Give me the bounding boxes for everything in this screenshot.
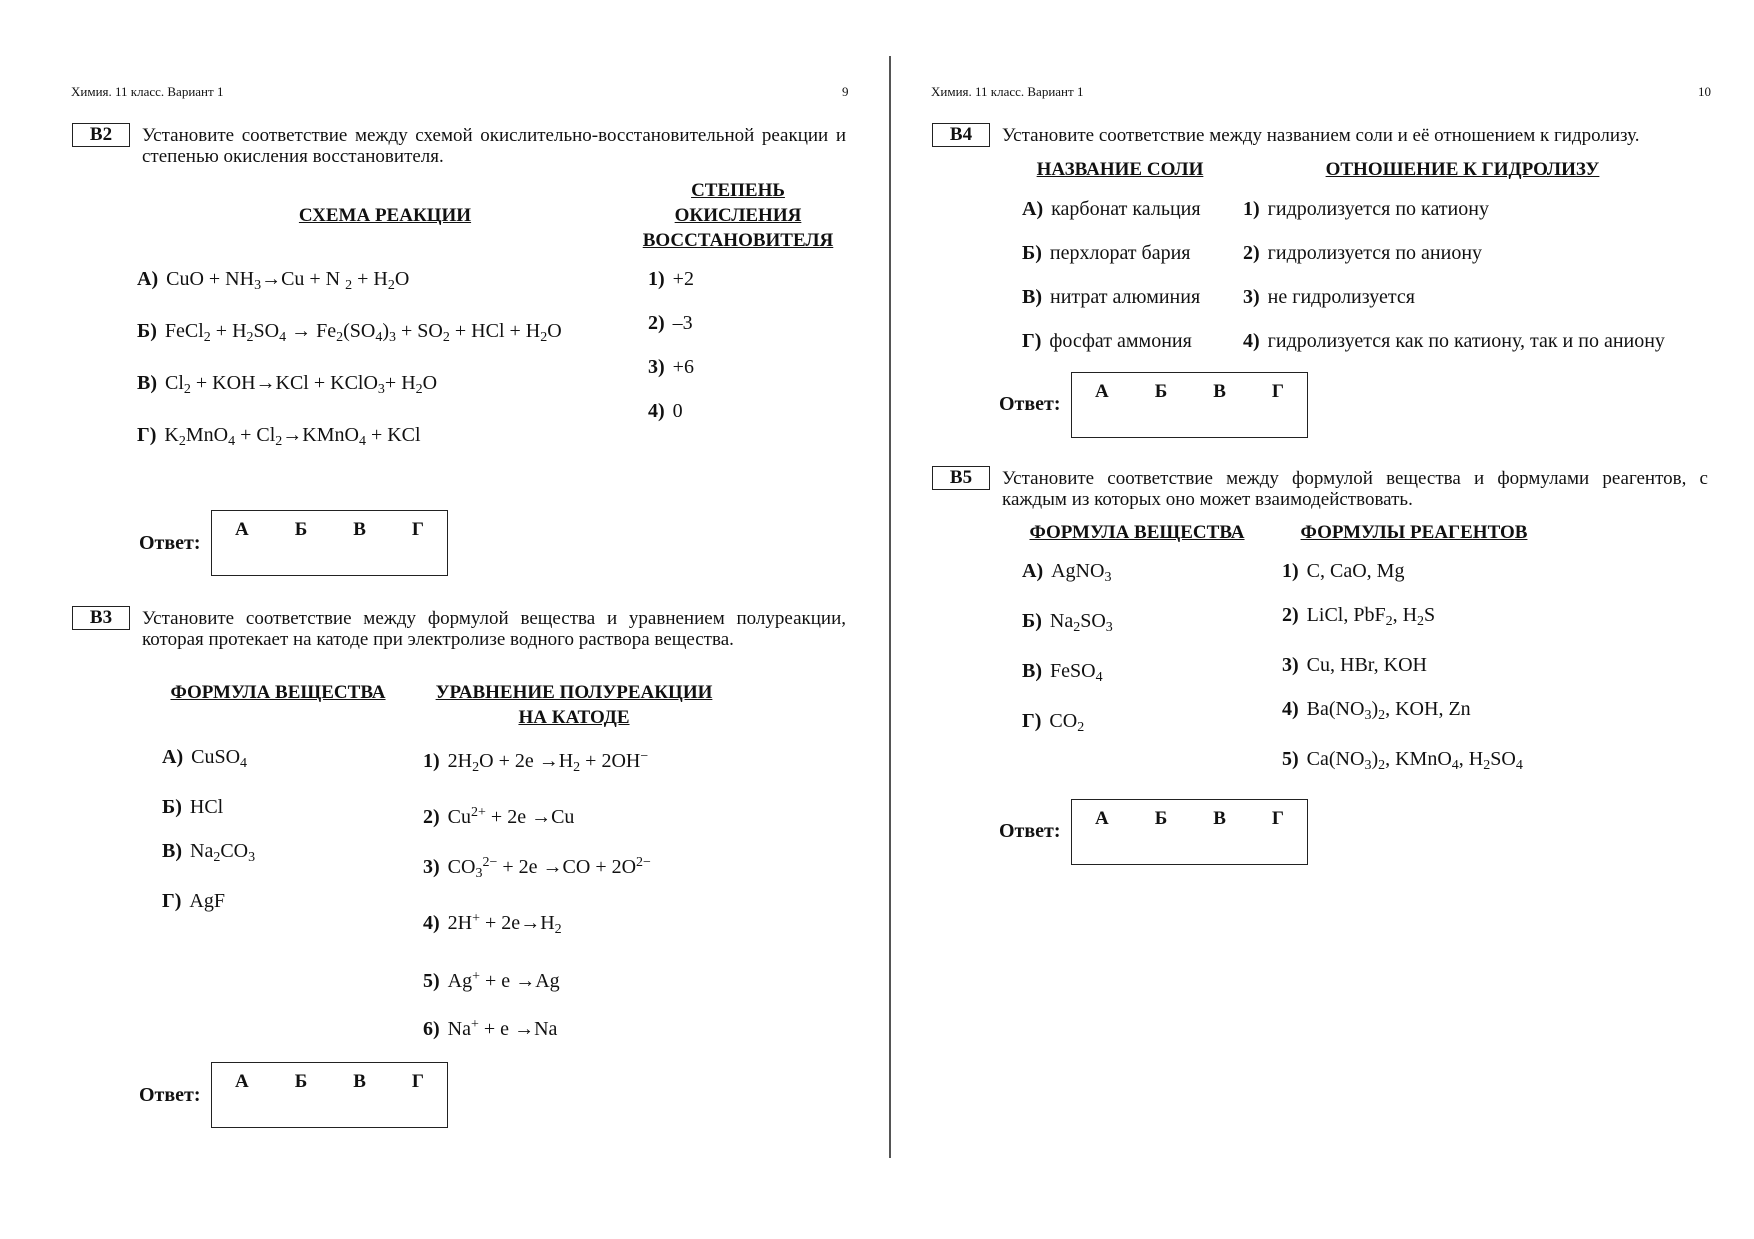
task-b2-question: Установите соответствие между схемой окислительно-восстановительной реакции и степенью окисления восстановителя. <box>142 125 846 167</box>
task-b4-question: Установите соответствие между названием соли и её отношением к гидролизу. <box>1002 125 1640 146</box>
b3-equation-3: 3) $CO_3^{2-} + 2e \to CO + 2O^{2-}$ <box>423 855 651 881</box>
b3-substance-a: А) CuSO$_4$ <box>162 746 248 771</box>
b2-reaction-b: Б) FeCl$_2$ + $H_2SO_4 \to Fe_2(SO_4)_3 + SO_2$ + HCl + $H_2O$ <box>137 320 562 345</box>
b5-substance-a: А) AgNO$_3$ <box>1022 560 1112 585</box>
b4-column-salt-header: НАЗВАНИЕ СОЛИ <box>1036 159 1204 180</box>
b2-column-reaction-header: СХЕМА РЕАКЦИИ <box>298 205 472 226</box>
b3-equation-2: 2) $Cu^{2+} + 2e \to Cu$ <box>423 805 575 828</box>
b2-answer-box[interactable]: А Б В Г <box>211 510 448 576</box>
task-tag-b3: B3 <box>72 606 130 630</box>
b4-column-hydrolysis-header: ОТНОШЕНИЕ К ГИДРОЛИЗУ <box>1325 159 1600 180</box>
b5-answer-box[interactable]: А Б В Г <box>1071 799 1308 865</box>
b5-option-2: 2) LiCl, PbF$_2$, $H_2S$ <box>1282 604 1436 629</box>
b2-option-3: 3) +6 <box>648 356 694 378</box>
task-tag-b2: B2 <box>72 123 130 147</box>
b5-substance-c: В) FeSO$_4$ <box>1022 660 1103 685</box>
b5-option-1: 1) C, CaO, Mg <box>1282 560 1405 582</box>
task-b3-question: Установите соответствие между формулой вещества и уравнением полуреакции, которая протекает на катоде при электролизе водного раствора вещества. <box>142 608 846 650</box>
b3-equation-6: 6) Na+ + e →Na <box>423 1017 558 1040</box>
page-header-left: Химия. 11 класс. Вариант 1 <box>71 84 224 99</box>
b2-column-oxidation-header: СТЕПЕНЬ ОКИСЛЕНИЯ ВОССТАНОВИТЕЛЯ <box>642 180 834 251</box>
b4-option-2: 2) гидролизуется по аниону <box>1243 242 1483 264</box>
b2-option-2: 2) –3 <box>648 312 693 334</box>
page-number-left: 9 <box>842 84 849 99</box>
b3-substance-d: Г) AgF <box>162 890 225 912</box>
b4-salt-d: Г) фосфат аммония <box>1022 330 1192 352</box>
b2-option-1: 1) +2 <box>648 268 694 290</box>
b3-equation-1: 1) $2H_2O + 2e \to H_2 + 2OH^-$ <box>423 749 649 775</box>
task-tag-b5: B5 <box>932 466 990 490</box>
b5-substance-d: Г) $CO_2$ <box>1022 710 1085 735</box>
b5-substance-b: Б) $Na_2SO_3$ <box>1022 610 1113 635</box>
b4-salt-b: Б) перхлорат бария <box>1022 242 1191 264</box>
b3-answer-box[interactable]: А Б В Г <box>211 1062 448 1128</box>
b3-answer-label: Ответ: <box>139 1084 201 1106</box>
b2-reaction-a: А) CuO + $NH_3\to Cu + N$ $_2 + H_2O$ <box>137 268 410 293</box>
page-number-right: 10 <box>1698 84 1711 99</box>
b5-option-4: 4) $Ba(NO_3)_2$, KOH, Zn <box>1282 698 1471 723</box>
b3-column-equation-header: УРАВНЕНИЕ ПОЛУРЕАКЦИИ НА КАТОДЕ <box>435 682 713 728</box>
b4-salt-a: А) карбонат кальция <box>1022 198 1201 220</box>
b4-salt-c: В) нитрат алюминия <box>1022 286 1201 308</box>
b3-equation-4: 4) $2H^+ + 2e\to H_2$ <box>423 911 562 937</box>
b3-substance-c: В) $Na_2CO_3$ <box>162 840 256 865</box>
page-header-right: Химия. 11 класс. Вариант 1 <box>931 84 1084 99</box>
b5-option-3: 3) Cu, HBr, KOH <box>1282 654 1427 676</box>
b3-column-substance-header: ФОРМУЛА ВЕЩЕСТВА <box>170 682 386 703</box>
b5-column-reagents-header: ФОРМУЛЫ РЕАГЕНТОВ <box>1300 522 1528 543</box>
b3-substance-b: Б) HCl <box>162 796 224 818</box>
b5-answer-label: Ответ: <box>999 820 1061 842</box>
b2-reaction-d: Г) $K_2MnO_4$ + $Cl_2\to KMnO_4$ + KCl <box>137 424 421 449</box>
b5-option-5: 5) $Ca(NO_3)_2$, KMnO$_4$, $H_2SO_4$ <box>1282 748 1523 773</box>
b2-reaction-c: В) $Cl_2 + KOH\to KCl$ + KClO$_3$+ $H_2O$ <box>137 372 438 397</box>
task-b5-question: Установите соответствие между формулой вещества и формулами реагентов, с каждым из которых оно может взаимодействовать. <box>1002 468 1708 510</box>
b2-option-4: 4) 0 <box>648 400 683 422</box>
b4-answer-box[interactable]: А Б В Г <box>1071 372 1308 438</box>
page-divider <box>889 56 891 1158</box>
task-tag-b4: B4 <box>932 123 990 147</box>
b4-option-4: 4) гидролизуется как по катиону, так и по аниону <box>1243 330 1665 352</box>
b3-equation-5: 5) Ag+ + e →Ag <box>423 969 560 992</box>
b4-option-3: 3) не гидролизуется <box>1243 286 1415 308</box>
b2-answer-label: Ответ: <box>139 532 201 554</box>
b4-option-1: 1) гидролизуется по катиону <box>1243 198 1489 220</box>
b4-answer-label: Ответ: <box>999 393 1061 415</box>
b5-column-substance-header: ФОРМУЛА ВЕЩЕСТВА <box>1029 522 1245 543</box>
